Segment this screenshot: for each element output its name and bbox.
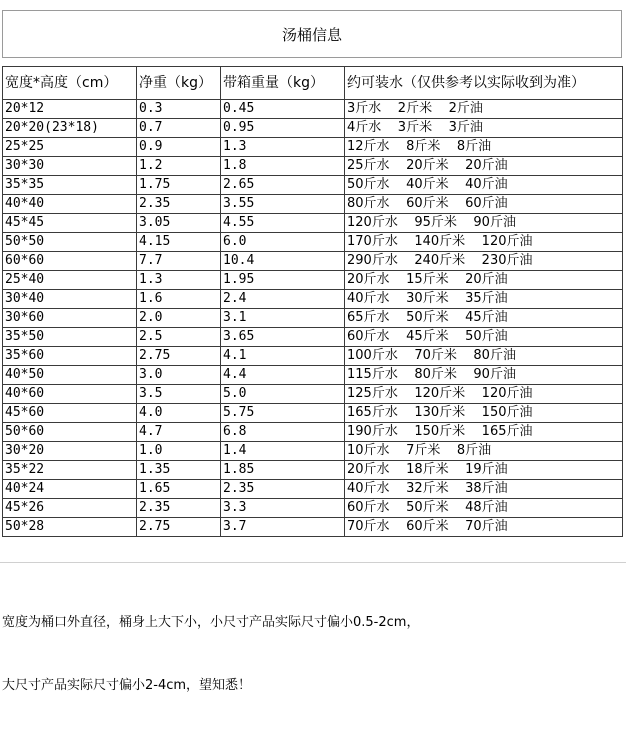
cell-boxed-weight: 1.85 bbox=[221, 461, 345, 480]
header-capacity: 约可装水（仅供参考以实际收到为准） bbox=[345, 67, 623, 100]
cell-boxed-weight: 1.95 bbox=[221, 271, 345, 290]
cell-capacity: 50斤水 40斤米 40斤油 bbox=[345, 176, 623, 195]
soup-bucket-table bbox=[2, 66, 623, 537]
cell-net-weight: 1.2 bbox=[137, 157, 221, 176]
sheet-title-cell bbox=[2, 10, 622, 58]
cell-size: 20*12 bbox=[3, 100, 137, 119]
cell-size: 40*24 bbox=[3, 480, 137, 499]
cell-net-weight: 4.0 bbox=[137, 404, 221, 423]
cell-capacity: 25斤水 20斤米 20斤油 bbox=[345, 157, 623, 176]
cell-net-weight: 0.3 bbox=[137, 100, 221, 119]
cell-capacity: 115斤水 80斤米 90斤油 bbox=[345, 366, 623, 385]
cell-net-weight: 1.35 bbox=[137, 461, 221, 480]
cell-boxed-weight: 1.3 bbox=[221, 138, 345, 157]
cell-capacity: 40斤水 30斤米 35斤油 bbox=[345, 290, 623, 309]
table-row bbox=[3, 157, 623, 176]
cell-capacity: 170斤水 140斤米 120斤油 bbox=[345, 233, 623, 252]
table-row bbox=[3, 252, 623, 271]
cell-capacity: 40斤水 32斤米 38斤油 bbox=[345, 480, 623, 499]
cell-net-weight: 1.6 bbox=[137, 290, 221, 309]
header-boxed-weight: 带箱重量（kg） bbox=[221, 67, 345, 100]
cell-net-weight: 3.05 bbox=[137, 214, 221, 233]
table-row bbox=[3, 195, 623, 214]
cell-net-weight: 4.7 bbox=[137, 423, 221, 442]
cell-capacity: 120斤水 95斤米 90斤油 bbox=[345, 214, 623, 233]
cell-size: 45*60 bbox=[3, 404, 137, 423]
cell-capacity: 12斤水 8斤米 8斤油 bbox=[345, 138, 623, 157]
divider bbox=[0, 562, 626, 563]
cell-boxed-weight: 3.1 bbox=[221, 309, 345, 328]
table-row bbox=[3, 290, 623, 309]
cell-size: 50*60 bbox=[3, 423, 137, 442]
cell-boxed-weight: 0.45 bbox=[221, 100, 345, 119]
table-row bbox=[3, 442, 623, 461]
cell-net-weight: 0.7 bbox=[137, 119, 221, 138]
table-row bbox=[3, 480, 623, 499]
table-row bbox=[3, 119, 623, 138]
table-header-row bbox=[3, 67, 623, 100]
cell-size: 45*45 bbox=[3, 214, 137, 233]
cell-capacity: 125斤水 120斤米 120斤油 bbox=[345, 385, 623, 404]
table-row bbox=[3, 366, 623, 385]
cell-boxed-weight: 6.0 bbox=[221, 233, 345, 252]
cell-net-weight: 3.5 bbox=[137, 385, 221, 404]
cell-capacity: 65斤水 50斤米 45斤油 bbox=[345, 309, 623, 328]
table-row bbox=[3, 233, 623, 252]
table-row bbox=[3, 176, 623, 195]
cell-size: 50*50 bbox=[3, 233, 137, 252]
cell-boxed-weight: 5.75 bbox=[221, 404, 345, 423]
table-row bbox=[3, 309, 623, 328]
cell-net-weight: 0.9 bbox=[137, 138, 221, 157]
table-row bbox=[3, 518, 623, 537]
table-row bbox=[3, 138, 623, 157]
cell-size: 25*40 bbox=[3, 271, 137, 290]
cell-capacity: 60斤水 45斤米 50斤油 bbox=[345, 328, 623, 347]
cell-boxed-weight: 1.4 bbox=[221, 442, 345, 461]
table-row bbox=[3, 404, 623, 423]
cell-boxed-weight: 10.4 bbox=[221, 252, 345, 271]
note-line: 宽度为桶口外直径，桶身上大下小，小尺寸产品实际尺寸偏小0.5-2cm， bbox=[2, 615, 420, 630]
cell-boxed-weight: 3.7 bbox=[221, 518, 345, 537]
cell-net-weight: 2.75 bbox=[137, 518, 221, 537]
cell-size: 45*26 bbox=[3, 499, 137, 518]
cell-net-weight: 3.0 bbox=[137, 366, 221, 385]
table-body bbox=[3, 67, 623, 537]
cell-boxed-weight: 2.35 bbox=[221, 480, 345, 499]
sheet-title: 汤桶信息 bbox=[281, 25, 342, 44]
cell-capacity: 60斤水 50斤米 48斤油 bbox=[345, 499, 623, 518]
cell-boxed-weight: 2.4 bbox=[221, 290, 345, 309]
size-note bbox=[2, 570, 419, 738]
table-row bbox=[3, 385, 623, 404]
header-size: 宽度*高度（cm） bbox=[3, 67, 137, 100]
cell-boxed-weight: 3.55 bbox=[221, 195, 345, 214]
cell-boxed-weight: 1.8 bbox=[221, 157, 345, 176]
cell-net-weight: 1.75 bbox=[137, 176, 221, 195]
cell-boxed-weight: 3.3 bbox=[221, 499, 345, 518]
cell-size: 20*20(23*18) bbox=[3, 119, 137, 138]
table-row bbox=[3, 214, 623, 233]
cell-size: 35*22 bbox=[3, 461, 137, 480]
cell-size: 40*40 bbox=[3, 195, 137, 214]
header-net-weight: 净重（kg） bbox=[137, 67, 221, 100]
cell-boxed-weight: 5.0 bbox=[221, 385, 345, 404]
cell-net-weight: 2.75 bbox=[137, 347, 221, 366]
cell-capacity: 80斤水 60斤米 60斤油 bbox=[345, 195, 623, 214]
cell-boxed-weight: 3.65 bbox=[221, 328, 345, 347]
table-row bbox=[3, 499, 623, 518]
cell-capacity: 190斤水 150斤米 165斤油 bbox=[345, 423, 623, 442]
cell-capacity: 70斤水 60斤米 70斤油 bbox=[345, 518, 623, 537]
cell-net-weight: 1.0 bbox=[137, 442, 221, 461]
table-row bbox=[3, 100, 623, 119]
cell-size: 35*35 bbox=[3, 176, 137, 195]
cell-size: 40*60 bbox=[3, 385, 137, 404]
cell-net-weight: 2.0 bbox=[137, 309, 221, 328]
cell-size: 35*60 bbox=[3, 347, 137, 366]
cell-capacity: 100斤水 70斤米 80斤油 bbox=[345, 347, 623, 366]
cell-net-weight: 4.15 bbox=[137, 233, 221, 252]
cell-boxed-weight: 6.8 bbox=[221, 423, 345, 442]
cell-size: 30*60 bbox=[3, 309, 137, 328]
cell-size: 30*20 bbox=[3, 442, 137, 461]
cell-capacity: 290斤水 240斤米 230斤油 bbox=[345, 252, 623, 271]
cell-capacity: 4斤水 3斤米 3斤油 bbox=[345, 119, 623, 138]
cell-net-weight: 7.7 bbox=[137, 252, 221, 271]
cell-net-weight: 2.35 bbox=[137, 499, 221, 518]
cell-net-weight: 1.65 bbox=[137, 480, 221, 499]
cell-size: 60*60 bbox=[3, 252, 137, 271]
cell-boxed-weight: 4.1 bbox=[221, 347, 345, 366]
note-line: 大尺寸产品实际尺寸偏小2-4cm，望知悉！ bbox=[2, 678, 252, 693]
cell-boxed-weight: 2.65 bbox=[221, 176, 345, 195]
table-row bbox=[3, 461, 623, 480]
cell-boxed-weight: 4.4 bbox=[221, 366, 345, 385]
cell-capacity: 165斤水 130斤米 150斤油 bbox=[345, 404, 623, 423]
cell-size: 35*50 bbox=[3, 328, 137, 347]
table-row bbox=[3, 328, 623, 347]
cell-capacity: 3斤水 2斤米 2斤油 bbox=[345, 100, 623, 119]
cell-net-weight: 1.3 bbox=[137, 271, 221, 290]
table-row bbox=[3, 423, 623, 442]
cell-boxed-weight: 4.55 bbox=[221, 214, 345, 233]
cell-size: 25*25 bbox=[3, 138, 137, 157]
cell-size: 40*50 bbox=[3, 366, 137, 385]
cell-boxed-weight: 0.95 bbox=[221, 119, 345, 138]
table-row bbox=[3, 347, 623, 366]
table-row bbox=[3, 271, 623, 290]
cell-size: 50*28 bbox=[3, 518, 137, 537]
cell-size: 30*40 bbox=[3, 290, 137, 309]
cell-net-weight: 2.5 bbox=[137, 328, 221, 347]
cell-capacity: 10斤水 7斤米 8斤油 bbox=[345, 442, 623, 461]
cell-capacity: 20斤水 15斤米 20斤油 bbox=[345, 271, 623, 290]
cell-net-weight: 2.35 bbox=[137, 195, 221, 214]
cell-size: 30*30 bbox=[3, 157, 137, 176]
cell-capacity: 20斤水 18斤米 19斤油 bbox=[345, 461, 623, 480]
